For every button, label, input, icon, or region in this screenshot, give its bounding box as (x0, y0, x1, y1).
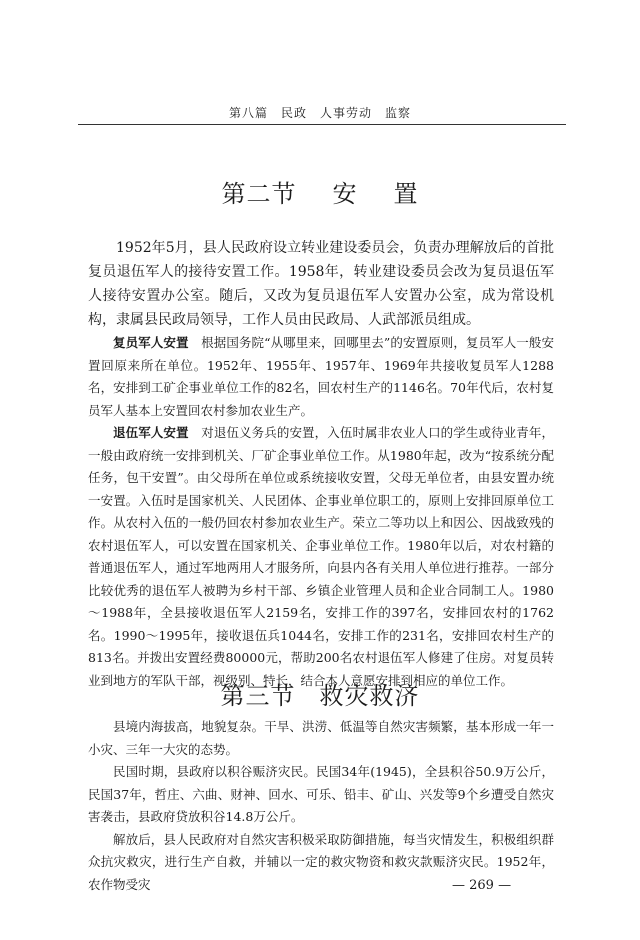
section-number: 第二节 (221, 180, 297, 208)
section-title-word-1: 安 (332, 180, 358, 208)
section-title-word-2: 置 (393, 180, 419, 208)
section-title-jiuzai (0, 676, 640, 711)
section-number: 第三节 (220, 682, 296, 710)
section-title-word: 救灾救济 (319, 682, 420, 710)
paragraph-keyword: 复员军人安置 (113, 335, 189, 350)
running-head: 第八篇 民政 人事劳动 监察 (228, 106, 411, 120)
paragraph-minguo: 民国时期，县政府以积谷赈济灾民。民国34年(1945)，全县积谷50.9万公斤，民国37年，哲庄、六曲、财神、回水、可乐、铅丰、矿山、兴发等9个乡遭受自然灾害袭击，县政府贷放积谷14.8万公斤。 (88, 764, 554, 824)
paragraph-fuyuan (88, 332, 554, 422)
header-rule (78, 124, 566, 125)
intro-paragraph: 1952年5月，县人民政府设立转业建设委员会，负责办理解放后的首批复员退伍军人的接待安置工作。1958年，转业建设委员会改为复员退伍军人接待安置办公室。随后，又改为复员退伍军人安置办公室，成为常设机构，隶属县民政局领导，工作人员由民政局、人武部派员组成。 (88, 240, 554, 328)
section-body-anzhi (88, 236, 554, 692)
section-title-anzhi (0, 174, 640, 209)
paragraph-terrain: 县境内海拔高，地貌复杂。干旱、洪涝、低温等自然灾害频繁，基本形成一年一小灾、三年一大灾的态势。 (88, 719, 554, 757)
paragraph-liberation: 解放后，县人民政府对自然灾害积极采取防御措施，每当灾情发生，积极组织群众抗灾救灾，进行生产自救，并辅以一定的救灾物资和救灾款赈济灾民。1952年，农作物受灾 (88, 831, 554, 892)
section-body-jiuzai (88, 716, 554, 896)
paragraph-text: 对退伍义务兵的安置，入伍时属非农业人口的学生或待业青年，一般由政府统一安排到机关、厂矿企事业单位工作。从1980年起，改为“按系统分配任务，包干安置”。由父母所在单位或系统接收安置，父母无单位者，由县安置办统一安置。入伍时是国家机关、人民团体、企事业单位职工的，原则上安排回原单位工作。从农村入伍的一般仍回农村参加农业生产。荣立二等功以上和因公、因战致残的农村退伍军人，可以安置在国家机关、企事业单位工作。1980年以后，对农村籍的普通退伍军人，通过军地两用人才服务所，向县内各有关用人单位进行推荐。一部分比较优秀的退伍军人被聘为乡村干部、乡镇企业管理人员和企业合同制工人。1980～1988年，全县接收退伍军人2159名，安排工作的397名，安排回农村的1762名。1990～1995年，接收退伍兵1044名，安排工作的231名，安排回农村生产的813名。并拨出安置经费80000元，帮助200名农村退伍军人修建了住房。对复员转业到地方的军队干部，视级别、特长，结合本人意愿安排到相应的单位工作。 (88, 425, 554, 688)
paragraph-tuiwu (88, 422, 554, 692)
page-number: — 269 — (452, 878, 512, 893)
paragraph-keyword: 退伍军人安置 (113, 425, 189, 440)
paragraph-text: 根据国务院“从哪里来，回哪里去”的安置原则，复员军人一般安置回原来所在单位。1952年、1955年、1957年、1969年共接收复员军人1288名，安排到工矿企事业单位工作的82名，回农村生产的1146名。70年代后，农村复员军人基本上安置回农村参加农业生产。 (88, 335, 554, 418)
